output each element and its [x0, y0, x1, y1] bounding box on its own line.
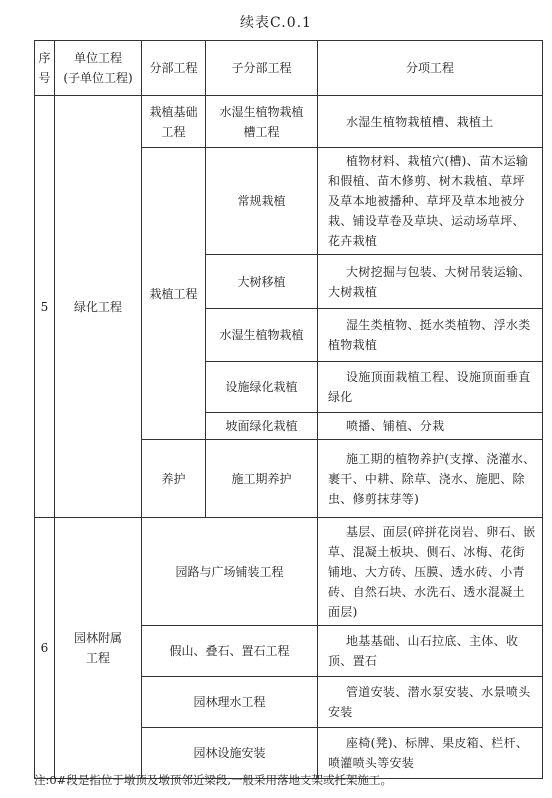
division-cell: 园路与广场铺装工程	[142, 518, 318, 626]
subdivision-cell: 水湿生植物栽植	[206, 309, 318, 362]
division-cell: 园林理水工程	[142, 677, 318, 728]
seq-cell: 6	[35, 518, 55, 779]
unit-cell: 绿化工程	[55, 96, 142, 518]
subdivision-cell: 施工期养护	[206, 440, 318, 518]
header-unit-line2: (子单位工程)	[63, 71, 133, 85]
header-unit	[55, 41, 142, 96]
subdivision-line1: 水湿生植物栽植	[219, 104, 304, 119]
subdivision-cell: 坡面绿化栽植	[206, 413, 318, 440]
item-cell: 水湿生植物栽植槽、栽植土	[318, 96, 543, 148]
engineering-division-table	[34, 40, 543, 779]
item-cell: 座椅(凳)、标牌、果皮箱、栏杆、喷灌喷头等安装	[318, 728, 543, 779]
item-cell: 大树挖掘与包装、大树吊装运输、大树栽植	[318, 255, 543, 309]
item-cell: 基层、面层(碎拼花岗岩、卵石、嵌草、混凝土板块、侧石、冰梅、花街铺地、大方砖、压膜、透水砖、小青砖、自然石块、水洗石、透水混凝土面层)	[318, 518, 543, 626]
subdivision-cell: 大树移植	[206, 255, 318, 309]
header-row	[35, 41, 543, 96]
division-cell: 栽植工程	[142, 148, 206, 440]
header-seq	[35, 41, 55, 96]
division-line1: 栽植基础	[149, 104, 198, 119]
subdivision-line2: 槽工程	[243, 124, 280, 139]
subdivision-cell: 设施绿化栽植	[206, 362, 318, 413]
header-division: 分部工程	[142, 41, 206, 96]
item-cell: 施工期的植物养护(支撑、浇灌水、裹干、中耕、除草、浇水、施肥、除虫、修剪抹芽等)	[318, 440, 543, 518]
item-cell: 地基基础、山石拉底、主体、收顶、置石	[318, 626, 543, 677]
subdivision-cell: 常规栽植	[206, 148, 318, 255]
item-cell: 植物材料、栽植穴(槽)、苗木运输和假植、苗木修剪、树木栽植、草坪及草本地被播种、草坪及草本地被分栽、铺设草卷及草块、运动场草坪、花卉栽植	[318, 148, 543, 255]
table-row	[35, 96, 543, 148]
seq-cell: 5	[35, 96, 55, 518]
footnote: 注:0#段是指位于墩顶及墩顶邻近梁段,一般采用落地支架或托架施工。	[34, 773, 392, 787]
division-cell: 假山、叠石、置石工程	[142, 626, 318, 677]
division-line2: 工程	[161, 124, 186, 139]
division-cell: 园林设施安装	[142, 728, 318, 779]
subdivision-cell	[206, 96, 318, 148]
header-item: 分项工程	[318, 41, 543, 96]
unit-line2: 工程	[85, 651, 110, 665]
item-cell: 湿生类植物、挺水类植物、浮水类植物栽植	[318, 309, 543, 362]
item-cell: 喷播、铺植、分栽	[318, 413, 543, 440]
table-title: 续表C.0.1	[240, 15, 312, 31]
item-cell: 设施顶面栽植工程、设施顶面垂直绿化	[318, 362, 543, 413]
table-row	[35, 518, 543, 626]
header-unit-line1: 单位工程	[73, 51, 122, 65]
header-subdivision: 子分部工程	[206, 41, 318, 96]
division-cell: 养护	[142, 440, 206, 518]
header-seq-line2: 号	[38, 71, 51, 85]
division-cell	[142, 96, 206, 148]
unit-cell	[55, 518, 142, 779]
item-cell: 管道安装、潜水泵安装、水景喷头安装	[318, 677, 543, 728]
unit-line1: 园林附属	[73, 631, 122, 645]
header-seq-line1: 序	[38, 51, 51, 65]
